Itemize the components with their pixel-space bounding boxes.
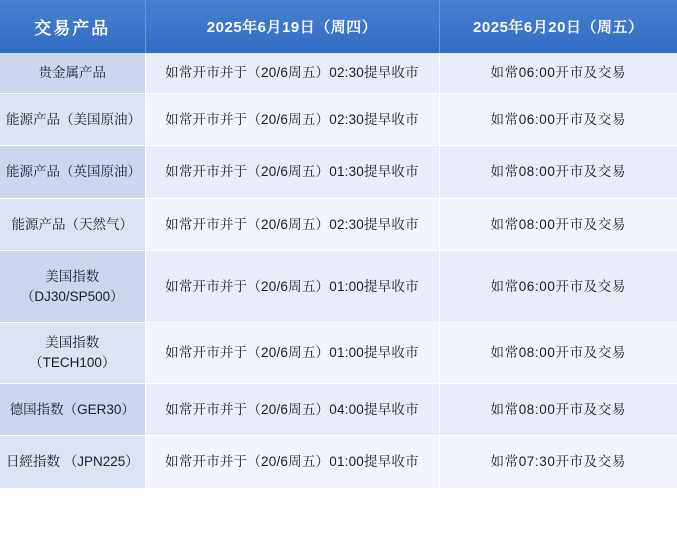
- cell-day2: 如常06:00开市及交易: [439, 93, 677, 146]
- table-row: [0, 146, 677, 199]
- cell-day1: 如常开市并于（20/6周五）02:30提早收市: [145, 53, 439, 93]
- cell-product: 日經指数 （JPN225）: [0, 436, 145, 489]
- cell-product: 贵金属产品: [0, 53, 145, 93]
- cell-product: 美国指数（DJ30/SP500）: [0, 251, 145, 323]
- cell-day2: 如常08:00开市及交易: [439, 198, 677, 251]
- column-header-day1: 2025年6月19日（周四）: [145, 0, 439, 53]
- cell-day1: 如常开市并于（20/6周五）01:30提早收市: [145, 146, 439, 199]
- cell-product: 德国指数（GER30）: [0, 383, 145, 436]
- table-header: [0, 0, 677, 53]
- cell-day2: 如常07:30开市及交易: [439, 436, 677, 489]
- table-row: [0, 251, 677, 323]
- cell-product: 能源产品（美国原油）: [0, 93, 145, 146]
- table-row: [0, 436, 677, 489]
- column-header-day2: 2025年6月20日（周五）: [439, 0, 677, 53]
- cell-day2: 如常08:00开市及交易: [439, 146, 677, 199]
- table-row: [0, 198, 677, 251]
- cell-day2: 如常06:00开市及交易: [439, 251, 677, 323]
- cell-day1: 如常开市并于（20/6周五）01:00提早收市: [145, 323, 439, 383]
- table-row: [0, 323, 677, 383]
- table-row: [0, 93, 677, 146]
- cell-product: 能源产品（英国原油）: [0, 146, 145, 199]
- cell-day1: 如常开市并于（20/6周五）01:00提早收市: [145, 436, 439, 489]
- cell-day2: 如常08:00开市及交易: [439, 383, 677, 436]
- cell-day1: 如常开市并于（20/6周五）02:30提早收市: [145, 93, 439, 146]
- column-header-product: 交易产品: [0, 0, 145, 53]
- cell-product: 美国指数（TECH100）: [0, 323, 145, 383]
- table-row: [0, 53, 677, 93]
- table-body: [0, 53, 677, 488]
- cell-day1: 如常开市并于（20/6周五）01:00提早收市: [145, 251, 439, 323]
- cell-day1: 如常开市并于（20/6周五）02:30提早收市: [145, 198, 439, 251]
- table-header-row: [0, 0, 677, 53]
- cell-day2: 如常06:00开市及交易: [439, 53, 677, 93]
- cell-day1: 如常开市并于（20/6周五）04:00提早收市: [145, 383, 439, 436]
- cell-product: 能源产品（天然气）: [0, 198, 145, 251]
- cell-day2: 如常08:00开市及交易: [439, 323, 677, 383]
- table-row: [0, 383, 677, 436]
